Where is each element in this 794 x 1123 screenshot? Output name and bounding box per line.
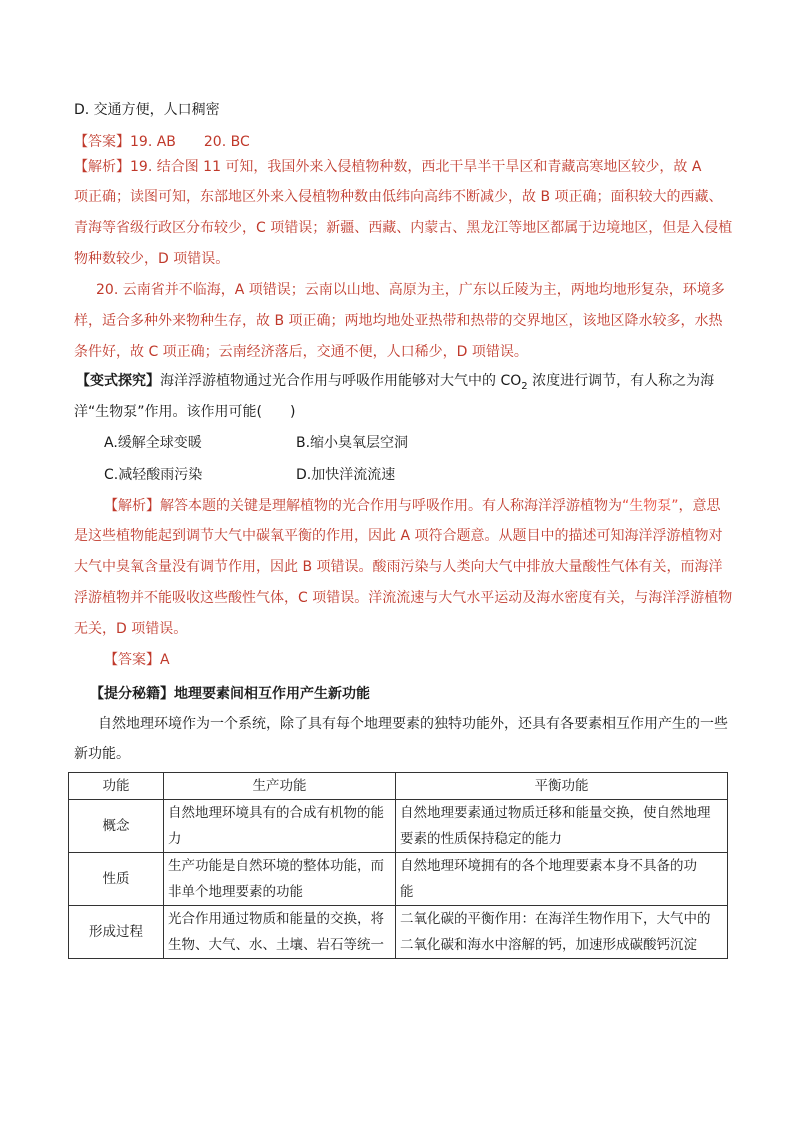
table-header-row xyxy=(69,773,728,800)
analysis2-line-1 xyxy=(104,496,721,516)
row-label: 概念 xyxy=(69,800,164,853)
analysis-text: 19. 结合图 11 可知，我国外来入侵植物种数，西北干旱半干旱区和青藏高寒地区较少，故 A xyxy=(130,159,702,175)
table-row xyxy=(69,906,728,959)
option-c: C.减轻酸雨污染 xyxy=(104,467,203,483)
table-header: 平衡功能 xyxy=(396,773,728,800)
table-header: 生产功能 xyxy=(164,773,396,800)
row-label: 性质 xyxy=(69,853,164,906)
intro-line-1: 自然地理环境作为一个系统，除了具有每个地理要素的独特功能外，还具有各要素相互作用产生的一些 xyxy=(98,716,728,732)
bio-pump-term: “生物泵” xyxy=(622,498,679,514)
tip-label: 【提分秘籍】 xyxy=(90,686,174,702)
analysis2-line-3: 大气中臭氧含量没有调节作用，因此 B 项错误。酸雨污染与人类向大气中排放大量酸性气体有关，而海洋 xyxy=(74,559,723,575)
answer-line xyxy=(74,132,250,152)
tip-title: 地理要素间相互作用产生新功能 xyxy=(174,686,370,702)
table-row xyxy=(69,853,728,906)
option-d-text: D. 交通方便，人口稠密 xyxy=(74,102,220,118)
variant-text-a: 海洋浮游植物通过光合作用与呼吸作用能够对大气中的 CO xyxy=(160,373,522,389)
analysis-label: 【解析】 xyxy=(74,159,130,175)
table-cell: 自然地理环境具有的合成有机物的能 力 xyxy=(164,800,396,853)
answer2-label: 【答案】 xyxy=(104,652,160,668)
analysis2-label: 【解析】 xyxy=(104,498,160,514)
analysis2-text-a: 解答本题的关键是理解植物的光合作用与呼吸作用。有人称海洋浮游植物为 xyxy=(160,498,622,514)
analysis-line-3: 青海等省级行政区分布较少，C 项错误；新疆、西藏、内蒙古、黑龙江等地区都属于边境地区，但是入侵植 xyxy=(74,220,733,236)
analysis2-text-c: ，意思 xyxy=(678,498,721,514)
analysis-line-7: 条件好，故 C 项正确；云南经济落后，交通不便，人口稀少，D 项错误。 xyxy=(74,344,528,360)
analysis2-line-4: 浮游植物并不能吸收这些酸性气体，C 项错误。洋流流速与大气水平运动及海水密度有关，与海洋浮游植物 xyxy=(74,590,733,606)
analysis-line-1 xyxy=(74,157,701,177)
analysis2-line-2: 是这些植物能起到调节大气中碳氧平衡的作用，因此 A 项符合题意。从题目中的描述可知海洋浮游植物对 xyxy=(74,528,723,544)
table-header: 功能 xyxy=(69,773,164,800)
row-label: 形成过程 xyxy=(69,906,164,959)
answer2-line xyxy=(104,650,170,670)
table-cell: 二氧化碳的平衡作用：在海洋生物作用下，大气中的 二氧化碳和海水中溶解的钙，加速形成碳酸钙沉淀 xyxy=(396,906,728,959)
table-cell: 自然地理环境拥有的各个地理要素本身不具备的功 能 xyxy=(396,853,728,906)
variant-subscript: 2 xyxy=(521,380,528,392)
function-table xyxy=(68,772,728,959)
variant-line-1 xyxy=(76,371,714,397)
table-row xyxy=(69,800,728,853)
analysis-line-2: 项正确；读图可知，东部地区外来入侵植物种数由低纬向高纬不断减少，故 B 项正确；面积较大的西藏、 xyxy=(74,189,723,205)
table-cell: 光合作用通过物质和能量的交换，将 生物、大气、水、土壤、岩石等统一 xyxy=(164,906,396,959)
variant-text-b: 浓度进行调节，有人称之为海 xyxy=(527,373,715,389)
answer2-text: A xyxy=(160,652,170,668)
option-a: A.缓解全球变暖 xyxy=(104,435,202,451)
analysis-line-6: 样，适合多种外来物种生存，故 B 项正确；两地均地处亚热带和热带的交界地区，该地区降水较多，水热 xyxy=(74,313,723,329)
analysis-line-5: 20. 云南省并不临海，A 项错误；云南以山地、高原为主，广东以丘陵为主，两地均地形复杂，环境多 xyxy=(96,282,725,298)
table-cell: 自然地理要素通过物质迁移和能量交换，使自然地理 要素的性质保持稳定的能力 xyxy=(396,800,728,853)
variant-line-2: 洋“生物泵”作用。该作用可能( ) xyxy=(74,404,296,420)
variant-label: 【变式探究】 xyxy=(76,373,160,389)
option-d: D.加快洋流流速 xyxy=(296,467,396,483)
analysis-line-4: 物种数较少，D 项错误。 xyxy=(74,251,230,267)
answer-text: 19. AB 20. BC xyxy=(130,134,250,150)
answer-label: 【答案】 xyxy=(74,134,130,150)
tip-heading xyxy=(90,684,370,704)
intro-line-2: 新功能。 xyxy=(74,746,130,762)
analysis2-line-5: 无关，D 项错误。 xyxy=(74,621,188,637)
table-cell: 生产功能是自然环境的整体功能，而 非单个地理要素的功能 xyxy=(164,853,396,906)
option-b: B.缩小臭氧层空洞 xyxy=(296,435,409,451)
